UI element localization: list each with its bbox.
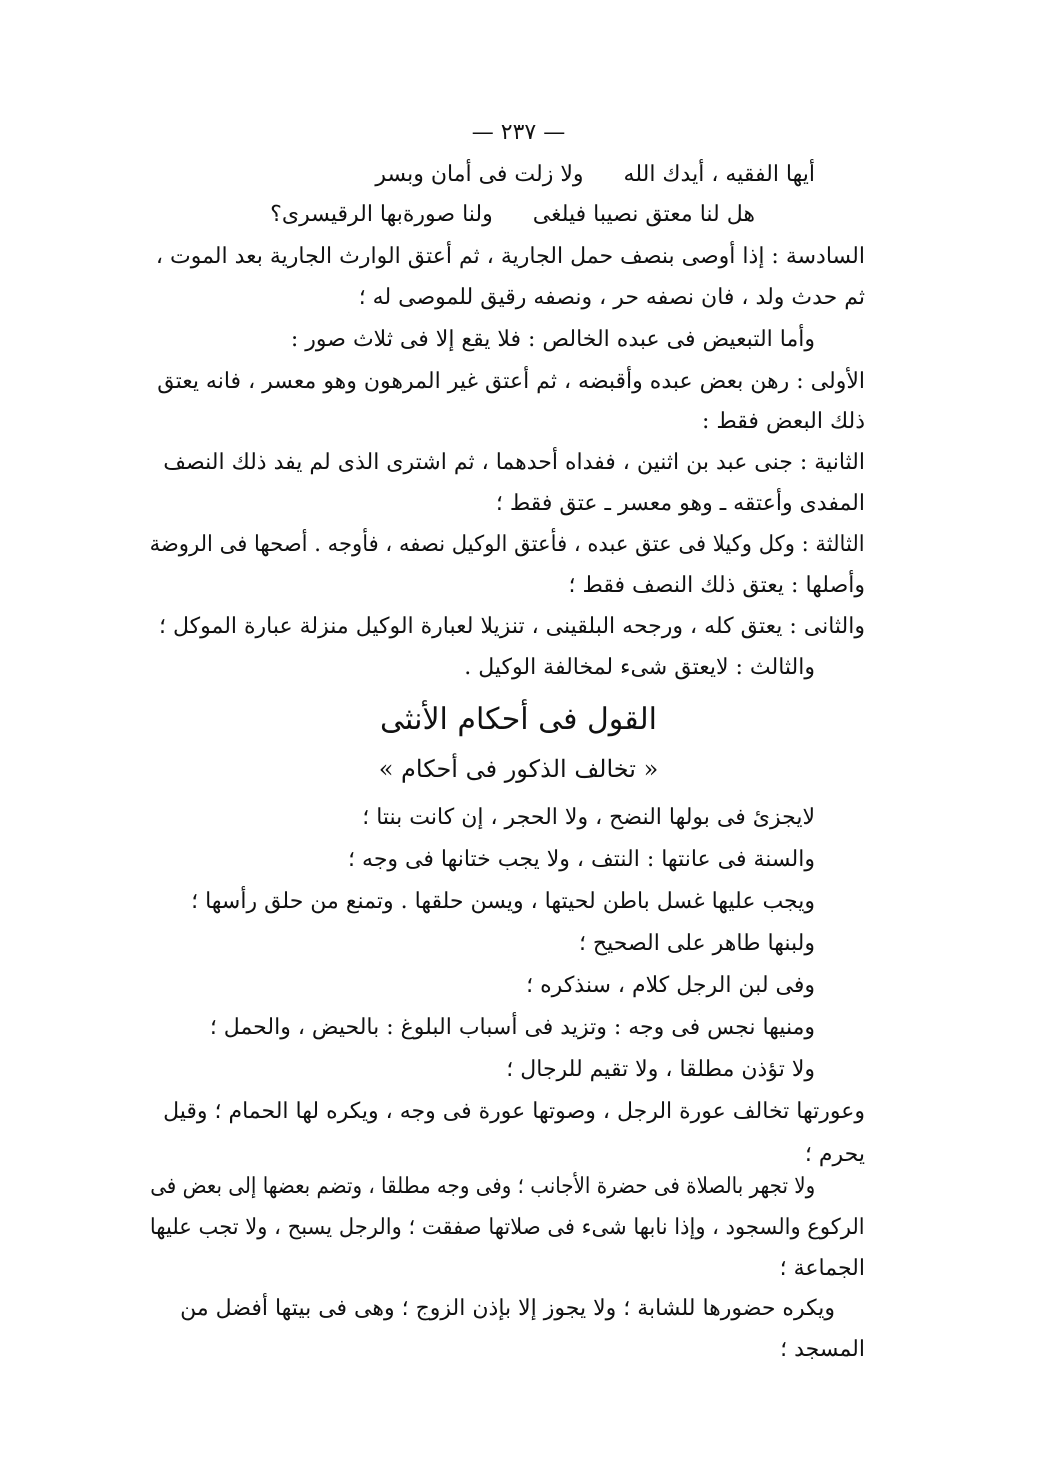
- text-line: ولبنها طاهر على الصحيح ؛: [578, 931, 815, 956]
- text-line: المفدى وأعتقه ـ وهو معسر ـ عتق فقط ؛: [495, 491, 865, 516]
- verse-line: [270, 200, 755, 230]
- text-line: الجماعة ؛: [779, 1256, 865, 1281]
- verse-first-hemistich: هل لنا معتق نصيبا فيلغى: [532, 202, 755, 227]
- text-line: الركوع والسجود ، وإذا نابها شىء فى صلاتها صفقت ؛ والرجل يسبح ، ولا تجب عليها: [150, 1215, 865, 1240]
- text-line: والثانى : يعتق كله ، ورجحه البلقينى ، تنزيلا لعبارة الوكيل منزلة عبارة الموكل ؛: [159, 614, 865, 639]
- text-line: ذلك البعض فقط :: [702, 409, 865, 434]
- text-line: المسجد ؛: [780, 1337, 865, 1362]
- text-line: الثالثة : وكل وكيلا فى عتق عبده ، فأعتق الوكيل نصفه ، فأوجه . أصحها فى الروضة: [149, 532, 865, 557]
- text-line: والثالث : لايعتق شىء لمخالفة الوكيل .: [464, 655, 815, 680]
- text-line: الثانية : جنى عبد بن اثنين ، ففداه أحدهما ، ثم اشترى الذى لم يفد ذلك النصف: [163, 450, 865, 475]
- text-line: الأولى : رهن بعض عبده وأقبضه ، ثم أعتق غير المرهون وهو معسر ، فانه يعتق: [157, 369, 865, 394]
- text-line: وأصلها : يعتق ذلك النصف فقط ؛: [568, 573, 865, 598]
- text-line: ويكره حضورها للشابة ؛ ولا يجوز إلا بإذن الزوج ؛ وهى فى بيتها أفضل من: [180, 1296, 835, 1321]
- verse-second-hemistich: ولنا صورةبها الرقيسرى؟: [270, 202, 493, 227]
- text-line: ولا تجهر بالصلاة فى حضرة الأجانب ؛ وفى وجه مطلقا ، وتضم بعضها إلى بعض فى: [150, 1174, 815, 1199]
- text-line: ولا تؤذن مطلقا ، ولا تقيم للرجال ؛: [506, 1057, 815, 1082]
- text-line: وأما التبعيض فى عبده الخالص : فلا يقع إلا فى ثلاث صور :: [290, 327, 815, 352]
- text-line: يحرم ؛: [804, 1142, 865, 1167]
- verse-line: [375, 160, 815, 190]
- verse-second-hemistich: ولا زلت فى أمان وبسر: [375, 162, 584, 187]
- verse-first-hemistich: أيها الفقيه ، أيدك الله: [623, 162, 815, 187]
- text-line: ثم حدث ولد ، فان نصفه حر ، ونصفه رقيق للموصى له ؛: [358, 285, 865, 310]
- text-line: السادسة : إذا أوصى بنصف حمل الجارية ، ثم أعتق الوارث الجارية بعد الموت ،: [155, 244, 865, 269]
- section-title: القول فى أحكام الأنثى: [380, 702, 657, 737]
- text-line: وفى لبن الرجل كلام ، سنذكره ؛: [526, 973, 815, 998]
- section-subtitle: « تخالف الذكور فى أحكام »: [378, 755, 659, 783]
- text-line: ومنيها نجس فى وجه : وتزيد فى أسباب البلوغ : بالحيض ، والحمل ؛: [209, 1015, 815, 1040]
- text-line: وعورتها تخالف عورة الرجل ، وصوتها عورة فى وجه ، ويكره لها الحمام ؛ وقيل: [163, 1099, 865, 1124]
- text-line: لايجزئ فى بولها النضح ، ولا الحجر ، إن كانت بنتا ؛: [362, 805, 815, 830]
- text-line: ويجب عليها غسل باطن لحيتها ، ويسن حلقها . وتمنع من حلق رأسها ؛: [191, 889, 815, 914]
- page-number: — ٢٣٧ —: [471, 120, 566, 145]
- text-line: والسنة فى عانتها : النتف ، ولا يجب ختانها فى وجه ؛: [348, 847, 815, 872]
